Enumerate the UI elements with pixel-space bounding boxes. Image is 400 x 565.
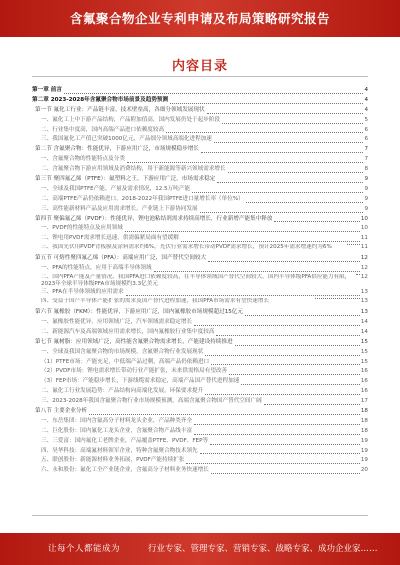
toc-leader-dots: [245, 315, 360, 316]
toc-entry[interactable]: [32, 205, 368, 215]
toc-entry[interactable]: [32, 427, 368, 437]
toc-page-number: 18: [360, 427, 368, 434]
toc-leader-dots: [200, 212, 364, 213]
toc-leader-dots: [205, 355, 360, 356]
toc-leader-dots: [126, 295, 360, 296]
toc-entry[interactable]: [32, 244, 368, 254]
footer-banner: [0, 533, 400, 565]
toc-entry[interactable]: [32, 96, 368, 106]
toc-entry[interactable]: [32, 298, 368, 308]
toc-leader-dots: [170, 103, 363, 104]
divider-top: [32, 76, 368, 77]
toc-leader-dots: [125, 231, 360, 232]
toc-entry-text: 一、PVDF的性能特点及应用领域: [41, 225, 123, 232]
toc-entry[interactable]: [32, 185, 368, 195]
toc-leader-dots: [235, 345, 360, 346]
toc-page-number: 4: [364, 86, 368, 93]
toc-entry-text: 二、行业集中度高，国内高端产品进口依赖度较高: [41, 126, 165, 133]
toc-page-number: 14: [360, 318, 368, 325]
toc-leader-dots: [186, 463, 359, 464]
toc-entry[interactable]: [32, 145, 368, 155]
toc-entry[interactable]: [32, 224, 368, 234]
toc-page-number: 13: [360, 309, 368, 316]
toc-entry[interactable]: [32, 106, 368, 116]
toc-leader-dots: [194, 325, 360, 326]
toc-entry[interactable]: [32, 308, 368, 318]
toc-entry[interactable]: [32, 318, 368, 328]
toc-leader-dots: [315, 298, 359, 299]
toc-entry[interactable]: [32, 407, 368, 417]
toc-page-number: 13: [360, 298, 368, 305]
toc-leader-dots: [229, 374, 360, 375]
toc-entry-text: 第六节 氟橡胶（FKM）：性能优异，下游应用广泛，国内氟橡胶市场规模超过15亿元: [35, 309, 243, 316]
toc-entry-text: 一、全球及我国含氟聚合物的市场规模，含氟聚合物行业发展现状: [41, 348, 204, 355]
toc-page-number: 4: [364, 96, 368, 103]
toc-leader-dots: [154, 271, 360, 272]
toc-entry-text: 第二节 含氟聚合物：性能优异，下游应用广泛，市场规模稳步增长: [35, 146, 199, 153]
toc-page-number: 9: [364, 195, 368, 202]
toc-entry[interactable]: [32, 367, 368, 377]
toc-page-number: 6: [364, 136, 368, 143]
toc-page-number: 20: [360, 467, 368, 474]
toc-entry-text: 二、巨化股份：国内氟化工龙头企业，含氟聚合物产品线丰富: [41, 427, 193, 434]
toc-leader-dots: [217, 182, 363, 183]
toc-page-number: 12: [360, 273, 368, 280]
toc-page-number: 15: [360, 348, 368, 355]
toc-leader-dots: [64, 93, 364, 94]
toc-entry[interactable]: [32, 328, 368, 338]
toc-entry-text: 三、我国光伏用PVDF背板膜及涂料需求约6%，光伏行业需求增长带动PVDF需求增长，预计2025年需求增速约为6%: [41, 244, 332, 251]
toc-entry[interactable]: [32, 437, 368, 447]
toc-leader-dots: [201, 152, 363, 153]
toc-page-number: 13: [360, 289, 368, 296]
toc-leader-dots: [208, 261, 360, 262]
toc-entry-text: 第三节 聚四氟乙烯（PTFE）：氟塑料之王，下游应用广泛，市场需求稳定: [35, 176, 216, 182]
toc-page-number: 16: [360, 368, 368, 375]
toc-entry[interactable]: [32, 466, 368, 476]
report-title: 含氟聚合物企业专利申请及布局策略研究报告: [69, 11, 330, 26]
toc-page-number: 12: [360, 255, 368, 262]
toc-page-number: 4: [364, 106, 368, 113]
divider-bottom: [32, 515, 368, 516]
toc-leader-dots: [192, 192, 363, 193]
toc-entry-text: 第二章 2023-2028年含氟聚合物市场前景及趋势预测: [32, 96, 169, 103]
toc-page-number: 10: [360, 215, 368, 222]
toc-page-number: 5: [364, 116, 368, 123]
toc-entry[interactable]: [32, 126, 368, 136]
toc-page-number: 16: [360, 388, 368, 395]
toc-entry[interactable]: [32, 456, 368, 466]
toc-entry[interactable]: [32, 195, 368, 205]
toc-entry[interactable]: [32, 377, 368, 387]
toc-entry-text: 三、我国氟化工产值已突破1000亿元，产品细分领域高端化进程加速: [41, 136, 212, 143]
toc-entry-text: 五、联创股份：新能源材料业务拓展，PVDF产能持续扩张: [41, 457, 185, 464]
toc-page-number: 7: [364, 146, 368, 153]
toc-entry-text: 一、含氟聚合物的性能特点及分类: [41, 156, 125, 163]
toc-leader-dots: [205, 394, 360, 395]
toc-leader-dots: [216, 335, 359, 336]
toc-page-number: 17: [360, 398, 368, 405]
toc-entry[interactable]: [32, 348, 368, 358]
toc-entry[interactable]: [32, 264, 368, 274]
toc-leader-dots: [181, 241, 360, 242]
table-of-contents: [32, 86, 368, 476]
toc-entry-text: 一、PFA的性能特点，应用于高端半导体领域: [41, 265, 152, 272]
toc-leader-dots: [211, 473, 360, 474]
toc-page-number: 11: [360, 235, 368, 242]
toc-entry[interactable]: [32, 116, 368, 126]
toc-entry-text: 四、昊华科技：高端氟材料领军企业，特种含氟聚合物技术领先: [41, 447, 198, 454]
toc-entry[interactable]: [32, 135, 368, 145]
toc-page-number: 10: [360, 225, 368, 232]
toc-leader-dots: [194, 424, 360, 425]
toc-page-number: 7: [364, 156, 368, 163]
toc-entry[interactable]: [32, 417, 368, 427]
toc-leader-dots: [222, 123, 363, 124]
toc-entry-text: 六、永和股份：氟化工全产业链企业，含氟高分子材料业务快速增长: [41, 467, 209, 474]
toc-entry-text: 二、新能源汽车及高端领域应用需求增长，国内氟橡胶行业集中度较高: [41, 328, 215, 335]
toc-entry[interactable]: [32, 288, 368, 298]
toc-entry-text: 第七节 氟树脂：应用领域广泛，高性能含氟聚合物需求增长，产能建设持续推进: [35, 338, 233, 345]
toc-entry-text: 第四节 聚偏氟乙烯（PVDF）：性能优异，锂电池粘结剂需求持续高增长，行业新增产能集中释放: [35, 215, 273, 222]
toc-entry-text: 一、氟橡胶性能优异，应用领域广泛，汽车领域需求稳定增长: [41, 318, 193, 325]
toc-page-number: 12: [360, 265, 368, 272]
toc-entry[interactable]: [32, 215, 368, 225]
toc-entry[interactable]: [32, 447, 368, 457]
toc-leader-dots: [89, 414, 360, 415]
toc-entry-text: 二、含氟聚合物下游应用领域及消费结构，用于新能源等新兴领域需求增长: [41, 166, 226, 173]
toc-entry-text: 二、国内PFA产能及产量情况，我国PFA进口依赖度较高，在半导体领域国产替代空间较大，国内半导体级PFA供应能力有限，2023年全球半导体级PFA市场规模约3.3亿美元: [41, 273, 351, 288]
toc-entry-text: （2）PVDF市场：锂电需求增长带动行业产能扩张，未来供需格局有望改善: [41, 368, 228, 375]
toc-entry-text: 三、2023-2028年我国含氟聚合物行业市场规模预测，高端含氟聚合物国产替代空间广阔: [41, 398, 262, 405]
toc-leader-dots: [241, 384, 360, 385]
footer-tagline: 行业专家、管理专家、营销专家、战略专家、成功企业家……: [148, 544, 378, 554]
toc-page-number: 19: [360, 457, 368, 464]
toc-leader-dots: [200, 453, 360, 454]
toc-leader-dots: [207, 113, 364, 114]
toc-leader-dots: [347, 244, 360, 245]
toc-entry[interactable]: [32, 155, 368, 165]
toc-entry[interactable]: [32, 175, 368, 185]
toc-page-number: 15: [360, 338, 368, 345]
toc-entry-text: 四、受益于国产半导体产能扩张的需求及国产替代进程加速，我国PFA市场需求有望快速增长: [41, 298, 270, 305]
toc-page-number: 18: [360, 417, 368, 424]
toc-page-number: 9: [364, 176, 368, 182]
toc-entry-text: 第五节 可熔性聚四氟乙烯（PFA）：高端应用广泛，国产替代空间较大: [35, 255, 207, 262]
toc-leader-dots: [246, 202, 364, 203]
toc-page-number: 18: [360, 408, 368, 414]
toc-page-number: 16: [360, 378, 368, 385]
toc-page-number: 9: [364, 185, 368, 192]
toc-leader-dots: [127, 162, 364, 163]
toc-entry-text: 二、高端PTFE产品仍依赖进口，2018-2022年我国PTFE进口量增长率（单位%）: [41, 195, 244, 202]
toc-entry-text: 二、锂电用PVDF需求增长迅速，供需偏紧局面有望缓解: [41, 235, 179, 242]
toc-entry[interactable]: [32, 274, 368, 288]
toc-entry-text: 三、PFA在半导体领域的应用需求: [41, 289, 124, 296]
toc-leader-dots: [194, 434, 360, 435]
toc-entry-text: 二、氟化工行业发展趋势：产品结构向高端化发展，环保要求提升: [41, 388, 204, 395]
toc-entry[interactable]: [32, 234, 368, 244]
toc-entry[interactable]: [32, 254, 368, 264]
toc-leader-dots: [211, 364, 360, 365]
toc-leader-dots: [210, 444, 360, 445]
toc-page-number: 19: [360, 447, 368, 454]
toc-entry-text: 第八节 主要企业分析: [35, 408, 88, 414]
toc-entry-text: 第一章 前言: [32, 86, 62, 93]
toc-page-number: 19: [360, 437, 368, 444]
toc-page-number: 9: [364, 205, 368, 212]
toc-entry[interactable]: [32, 86, 368, 96]
toc-entry-text: 一、东岳集团：国内含氟高分子材料龙头企业，产品种类齐全: [41, 417, 193, 424]
toc-entry[interactable]: [32, 387, 368, 397]
toc-page-number: 14: [360, 328, 368, 335]
toc-entry[interactable]: [32, 397, 368, 407]
toc-leader-dots: [264, 404, 360, 405]
toc-entry-text: 一、氟化工上中下游产品结构，产品附加值高，国内发展仍处于起步阶段: [41, 116, 221, 123]
toc-page-number: 8: [364, 166, 368, 173]
toc-leader-dots: [166, 132, 363, 133]
toc-entry-text: 第一节 氟化工行业：产品链丰富，技术壁垒高，各细分领域发展现状: [35, 106, 205, 113]
toc-entry-text: 三、高性能新材料产品及应用需求增长，产业链上下游协同发展: [41, 205, 198, 212]
toc-leader-dots: [214, 142, 364, 143]
toc-entry[interactable]: [32, 165, 368, 175]
toc-leader-dots: [228, 172, 364, 173]
toc-entry[interactable]: [32, 358, 368, 368]
toc-leader-dots: [356, 274, 360, 275]
toc-leader-dots: [274, 221, 359, 222]
toc-title: 内容目录: [171, 59, 228, 74]
toc-page-number: 6: [364, 126, 368, 133]
toc-entry[interactable]: [32, 338, 368, 348]
header-banner: [0, 0, 400, 37]
toc-entry-text: （3）FEP市场：产能稳步增长，下游线缆需求稳定，高端产品国产替代进程加速: [41, 378, 240, 385]
toc-page-number: 11: [360, 244, 368, 251]
toc-entry-text: 三、三爱富：国内氟化工老牌企业，产品覆盖PTFE、PVDF、FEP等: [41, 437, 209, 444]
toc-entry-text: 一、全球及我国PTFE产能、产量及需求情况，12.5万吨产能: [41, 185, 191, 192]
footer-slogan: 让每个人都能成为: [48, 544, 121, 554]
toc-entry-text: （1）PTFE市场：产能充足，中低端产品过剩，高端产品仍依赖进口: [41, 358, 210, 365]
toc-page-number: 15: [360, 358, 368, 365]
